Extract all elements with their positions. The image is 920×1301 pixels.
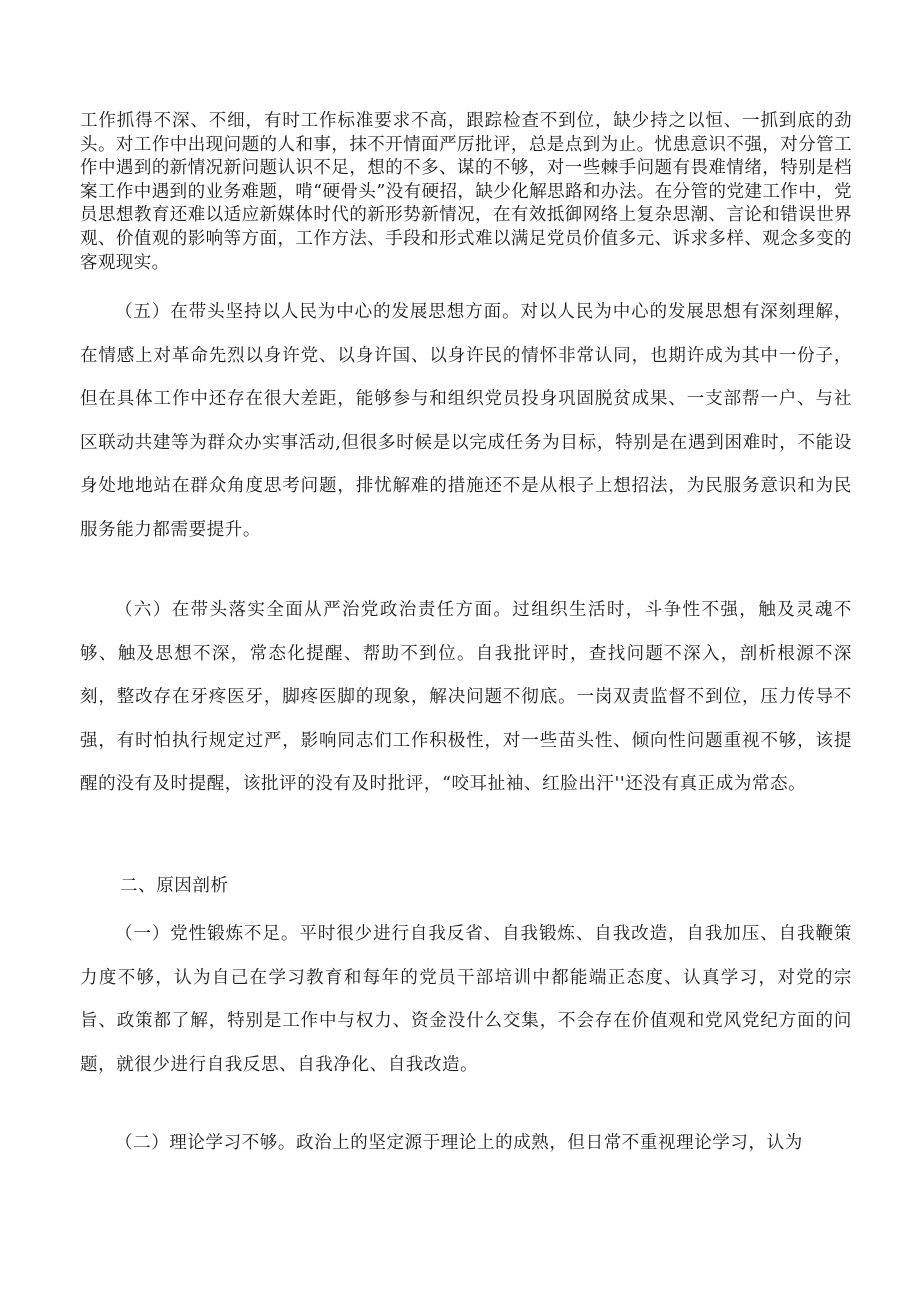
section-heading-cause-analysis: 二、原因剖析 bbox=[120, 876, 229, 896]
paragraph-people-centered: （五）在带头坚持以人民为中心的发展思想方面。对以人民为中心的发展思想有深刻理解，在情感上对革命先烈以身许党、以身许国、以身许民的情怀非常认同，也期许成为其中一份子，但在具体工作中还存在很大差距，能够参与和组织党员投身巩固脱贫成果、一支部帮一户、与社区联动共建等为群众办实事活动,但很多时候是以完成任务为目标，特别是在遇到困难时，不能设身处地地站在群众角度思考问题，排忧解难的措施还不是从根子上想招法，为民服务意识和为民服务能力都需要提升。 bbox=[80, 302, 852, 540]
paragraph-party-governance: （六）在带头落实全面从严治党政治责任方面。过组织生活时，斗争性不强，触及灵魂不够、触及思想不深，常态化提醒、帮助不到位。自我批评时，查找问题不深入，剖析根源不深刻，整改存在牙疼医牙，脚疼医脚的现象，解决问题不彻底。一岗双责监督不到位，压力传导不强，有时怕执行规定过严，影响同志们工作积极性，对一些苗头性、倾向性问题重视不够，该提醒的没有及时提醒，该批评的没有及时批评，“咬耳扯袖、红脸出汗''还没有真正成为常态。 bbox=[80, 600, 852, 794]
paragraph-work-style: 工作抓得不深、不细，有时工作标准要求不高，跟踪检查不到位，缺少持之以恒、一抓到底的劲头。对工作中出现问题的人和事，抹不开情面严厉批评，总是点到为止。忧患意识不强，对分管工作中遇到的新情况新问题认识不足，想的不多、谋的不够，对一些棘手问题有畏难情绪，特别是档案工作中遇到的业务难题，啃“硬骨头”没有硬招，缺少化解思路和办法。在分管的党建工作中，党员思想教育还难以适应新媒体时代的新形势新情况，在有效抵御网络上复杂思潮、言论和错误世界观、价值观的影响等方面，工作方法、手段和形式难以满足党员价值多元、诉求多样、观念多变的客观现实。 bbox=[80, 111, 852, 273]
paragraph-party-spirit: （一）党性锻炼不足。平时很少进行自我反省、自我锻炼、自我改造，自我加压、自我鞭策力度不够，认为自己在学习教育和每年的党员干部培训中都能端正态度、认真学习，对党的宗旨、政策都了解，特别是工作中与权力、资金没什么交集，不会存在价值观和党风党纪方面的问题，就很少进行自我反思、自我净化、自我改造。 bbox=[80, 924, 852, 1075]
paragraph-theory-study: （二）理论学习不够。政治上的坚定源于理论上的成熟，但日常不重视理论学习，认为 bbox=[115, 1133, 803, 1153]
